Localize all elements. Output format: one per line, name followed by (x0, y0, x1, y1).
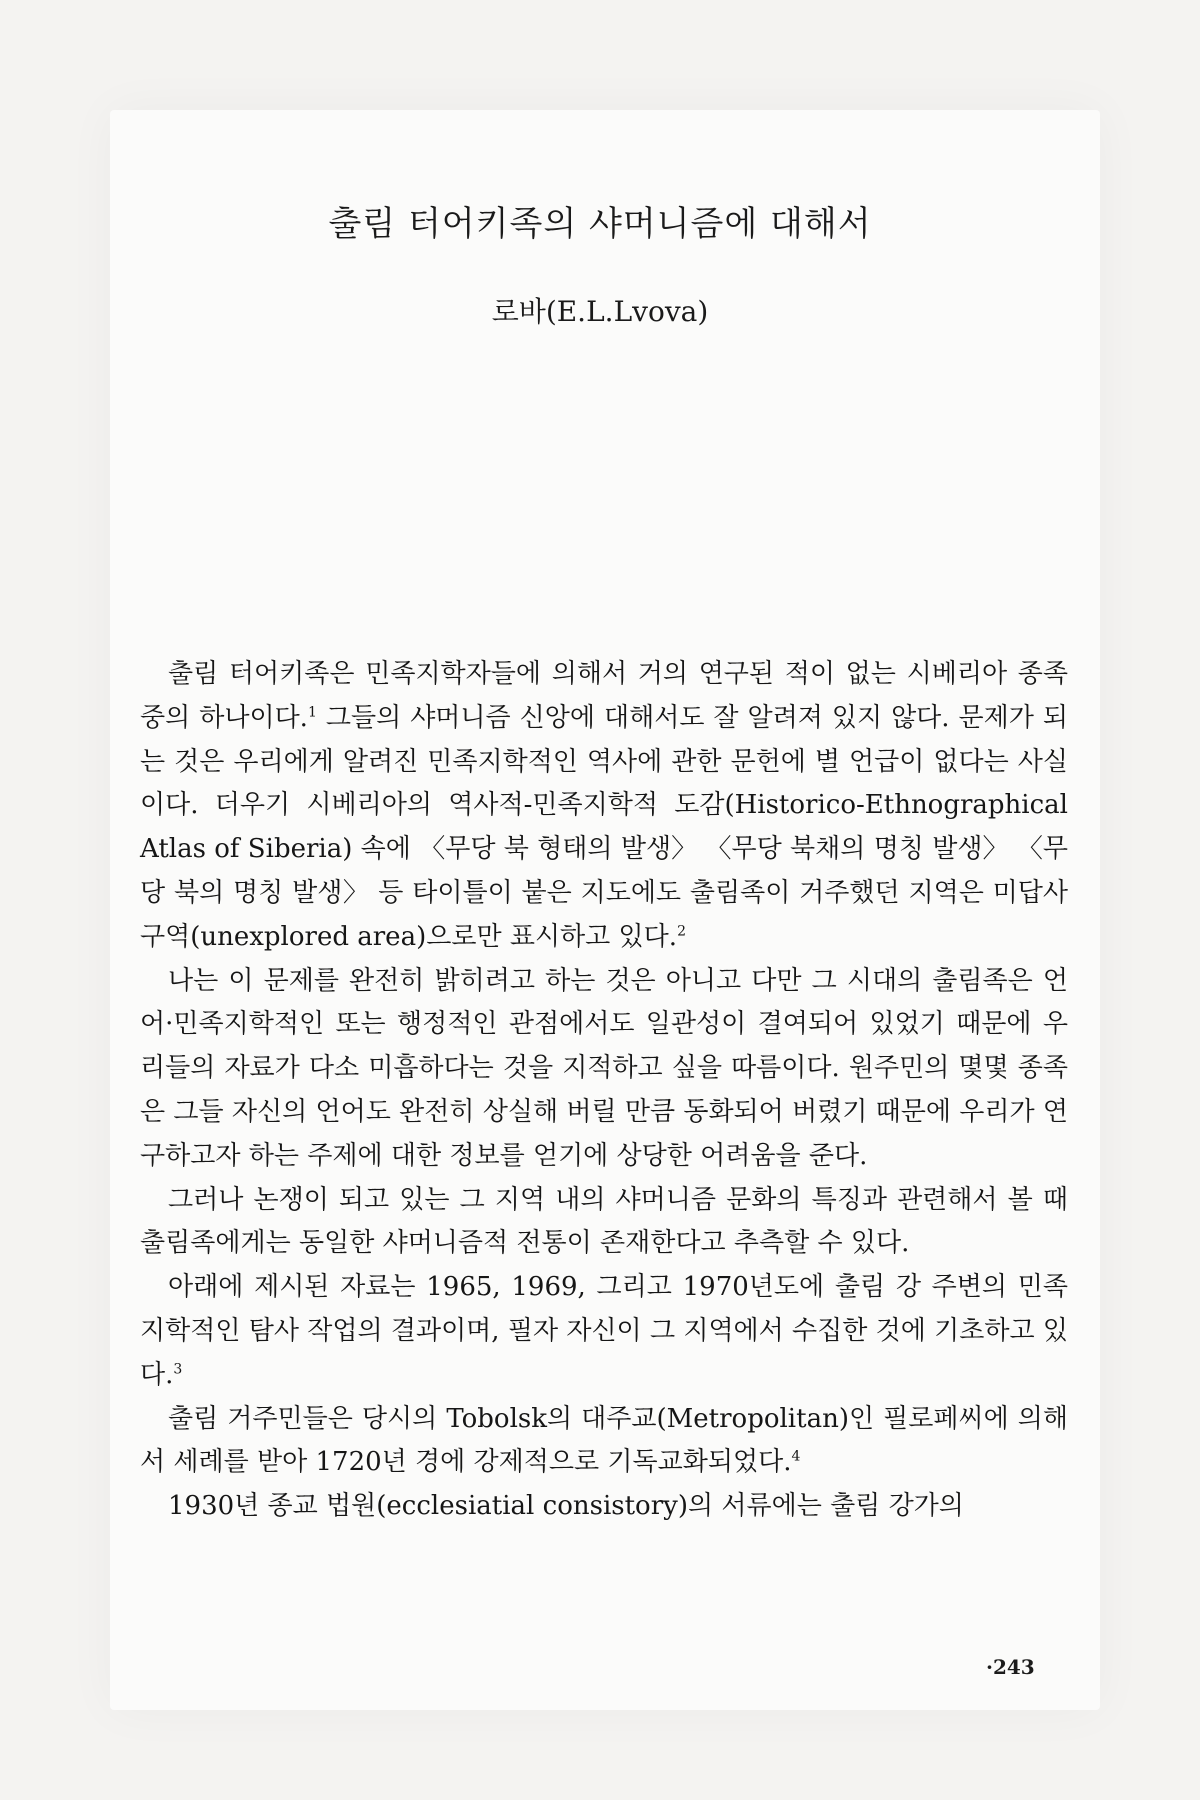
paragraph-text: 출림 터어키족은 민족지학자들에 의해서 거의 연구된 적이 없는 시베리아 종족 중의 하나이다. (140, 659, 1068, 733)
paragraph-text: 출림 거주민들은 당시의 Tobolsk의 대주교(Metropolitan)인 필로페씨에 의해서 세례를 받아 1720년 경에 강제적으로 기독교화되었다. (140, 1403, 1068, 1478)
paragraph (140, 1485, 1068, 1529)
paragraph-text: 1930년 종교 법원(ecclesiatial consistory)의 서류에는 출림 강가의 (168, 1491, 964, 1522)
paragraph (140, 960, 1068, 1179)
paragraph-text: 나는 이 문제를 완전히 밝히려고 하는 것은 아니고 다만 그 시대의 출림족은 언어·민족지학적인 또는 행정적인 관점에서도 일관성이 결여되어 있었기 때문에 우리들의 자료가 다소 미흡하다는 것을 지적하고 싶을 따름이다. 원주민의 몇몇 종족은 그들 자신의 언어도 완전히 상실해 버릴 만큼 동화되어 버렸기 때문에 우리가 연구하고자 하는 주제에 대한 정보를 얻기에 상당한 어려움을 준다. (140, 965, 1069, 1171)
paragraph (140, 653, 1068, 960)
paragraph-text: 그들의 샤머니즘 신앙에 대해서도 잘 알려져 있지 않다. 문제가 되는 것은 우리에게 알려진 민족지학적인 역사에 관한 문헌에 별 언급이 없다는 사실이다. 더우기 시베리아의 역사적-민족지학적 도감(Historico-Ethnographical Atlas of Siberia) 속에 〈무당 북 형태의 발생〉 〈무당 북채의 명칭 발생〉 〈무당 북의 명칭 발생〉 등 타이틀이 붙은 지도에도 출림족이 거주했던 지역은 미답사 구역(unexplored area)으로만 표시하고 있다. (140, 702, 1068, 952)
article-body (140, 653, 1068, 1529)
footnote-marker: 3 (173, 1361, 183, 1378)
paragraph-text: 그러나 논쟁이 되고 있는 그 지역 내의 샤머니즘 문화의 특징과 관련해서 볼 때 출림족에게는 동일한 샤머니즘적 전통이 존재한다고 추측할 수 있다. (140, 1184, 1068, 1259)
footnote-marker: 2 (677, 923, 686, 940)
paragraph (140, 1398, 1068, 1486)
footnote-marker: 1 (307, 704, 317, 721)
footnote-marker: 4 (791, 1448, 801, 1465)
paragraph-text: 아래에 제시된 자료는 1965, 1969, 그리고 1970년도에 출림 강 주변의 민족지학적인 탐사 작업의 결과이며, 필자 자신이 그 지역에서 수집한 것에 기초하고 있다. (140, 1272, 1069, 1390)
paragraph (140, 1266, 1068, 1397)
author-name: 로바(E.L.Lvova) (491, 295, 709, 328)
article-title: 출림 터어키족의 샤머니즘에 대해서 (328, 204, 872, 244)
page-number-value: 243 (992, 1655, 1035, 1679)
paragraph (140, 1179, 1068, 1267)
page-number: ·243 (986, 1655, 1035, 1679)
